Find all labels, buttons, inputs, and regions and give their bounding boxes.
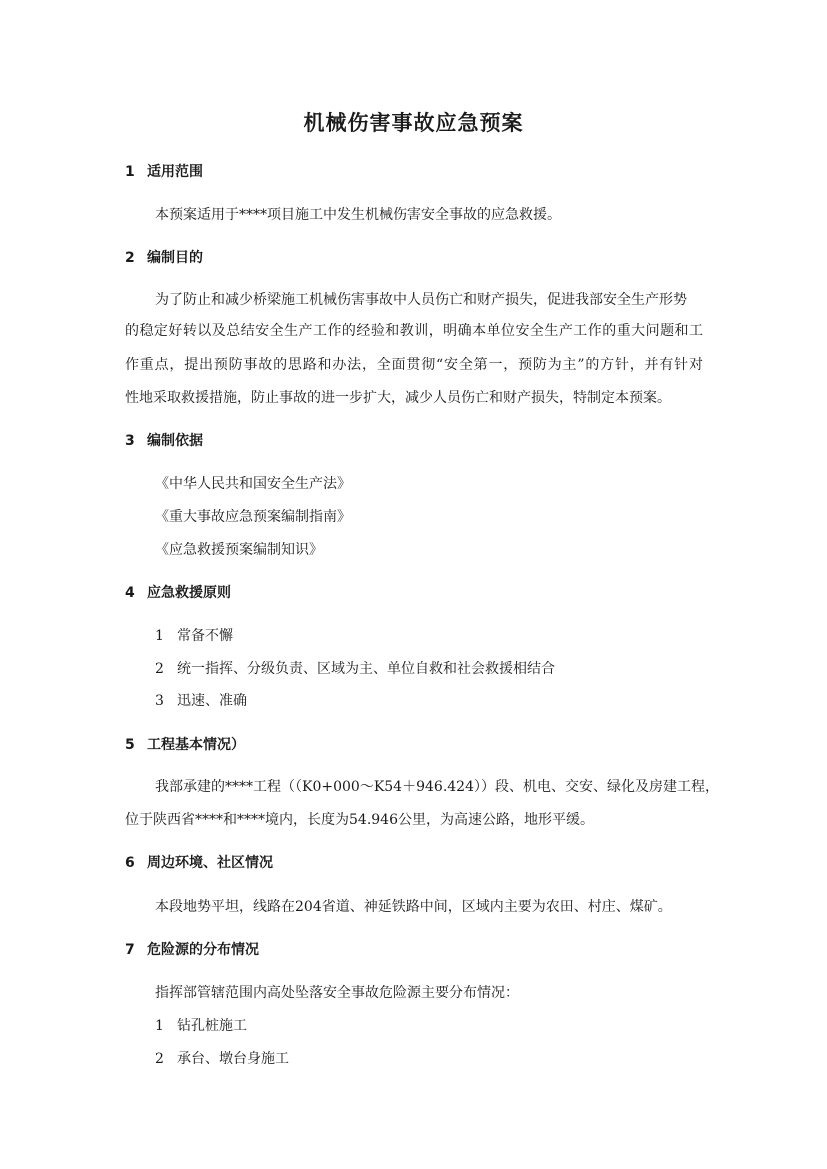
section-title: 危险源的分布情况 <box>147 942 259 958</box>
paragraph-line: 我部承建的****工程（（K0+000～K54＋946.424））段、机电、交安、绿化及房建工程， <box>155 779 719 795</box>
list-item <box>155 1049 289 1069</box>
list-text: 常备不懈 <box>177 628 233 644</box>
reference-item: 《中华人民共和国安全生产法》 <box>155 476 351 492</box>
reference-item: 《重大事故应急预案编制指南》 <box>155 509 351 525</box>
section-number: 6 <box>125 855 135 871</box>
paragraph-line: 本段地势平坦，线路在204省道、神延铁路中间，区域内主要为农田、村庄、煤矿。 <box>155 899 672 915</box>
paragraph-line: 的稳定好转以及总结安全生产工作的经验和教训，明确本单位安全生产工作的重大问题和工 <box>125 323 703 339</box>
paragraph-line: 位于陕西省****和****境内，长度为54.946公里，为高速公路，地形平缓。 <box>125 812 594 828</box>
section-heading-3 <box>125 431 203 451</box>
section-heading-6 <box>125 853 273 873</box>
section-title: 工程基本情况） <box>147 737 245 753</box>
list-text: 迅速、准确 <box>177 693 247 709</box>
section-heading-1 <box>125 162 203 182</box>
list-number: 3 <box>155 693 164 709</box>
section-number: 3 <box>125 433 135 449</box>
list-number: 1 <box>155 628 164 644</box>
section-heading-7 <box>125 940 259 960</box>
paragraph-line: 作重点，提出预防事故的思路和办法，全面贯彻“安全第一，预防为主”的方针，并有针对 <box>125 357 703 373</box>
list-text: 统一指挥、分级负责、区域为主、单位自救和社会救援相结合 <box>177 661 555 677</box>
section-title: 周边环境、社区情况 <box>147 855 273 871</box>
section-number: 1 <box>125 164 135 180</box>
paragraph-line: 性地采取救援措施，防止事故的进一步扩大，减少人员伤亡和财产损失，特制定本预案。 <box>125 390 671 406</box>
section-number: 5 <box>125 737 135 753</box>
list-item <box>155 1016 247 1036</box>
list-item <box>155 691 247 711</box>
paragraph-line: 本预案适用于****项目施工中发生机械伤害安全事故的应急救援。 <box>155 207 561 223</box>
section-title: 适用范围 <box>147 164 203 180</box>
section-heading-4 <box>125 583 231 603</box>
section-number: 4 <box>125 585 135 601</box>
list-number: 2 <box>155 1051 164 1067</box>
paragraph-line: 为了防止和减少桥梁施工机械伤害事故中人员伤亡和财产损失，促进我部安全生产形势 <box>155 292 687 308</box>
list-item <box>155 626 233 646</box>
section-number: 2 <box>125 250 135 266</box>
list-number: 1 <box>155 1018 164 1034</box>
list-text: 承台、墩台身施工 <box>177 1051 289 1067</box>
paragraph-line: 指挥部管辖范围内高处坠落安全事故危险源主要分布情况： <box>155 985 519 1001</box>
section-title: 编制目的 <box>147 250 203 266</box>
section-heading-5 <box>125 735 245 755</box>
list-number: 2 <box>155 661 164 677</box>
section-number: 7 <box>125 942 135 958</box>
list-item <box>155 659 555 679</box>
section-title: 编制依据 <box>147 433 203 449</box>
section-title: 应急救援原则 <box>147 585 231 601</box>
list-text: 钻孔桩施工 <box>177 1018 247 1034</box>
document-title: 机械伤害事故应急预案 <box>303 111 524 135</box>
reference-item: 《应急救援预案编制知识》 <box>155 542 323 558</box>
section-heading-2 <box>125 248 203 268</box>
